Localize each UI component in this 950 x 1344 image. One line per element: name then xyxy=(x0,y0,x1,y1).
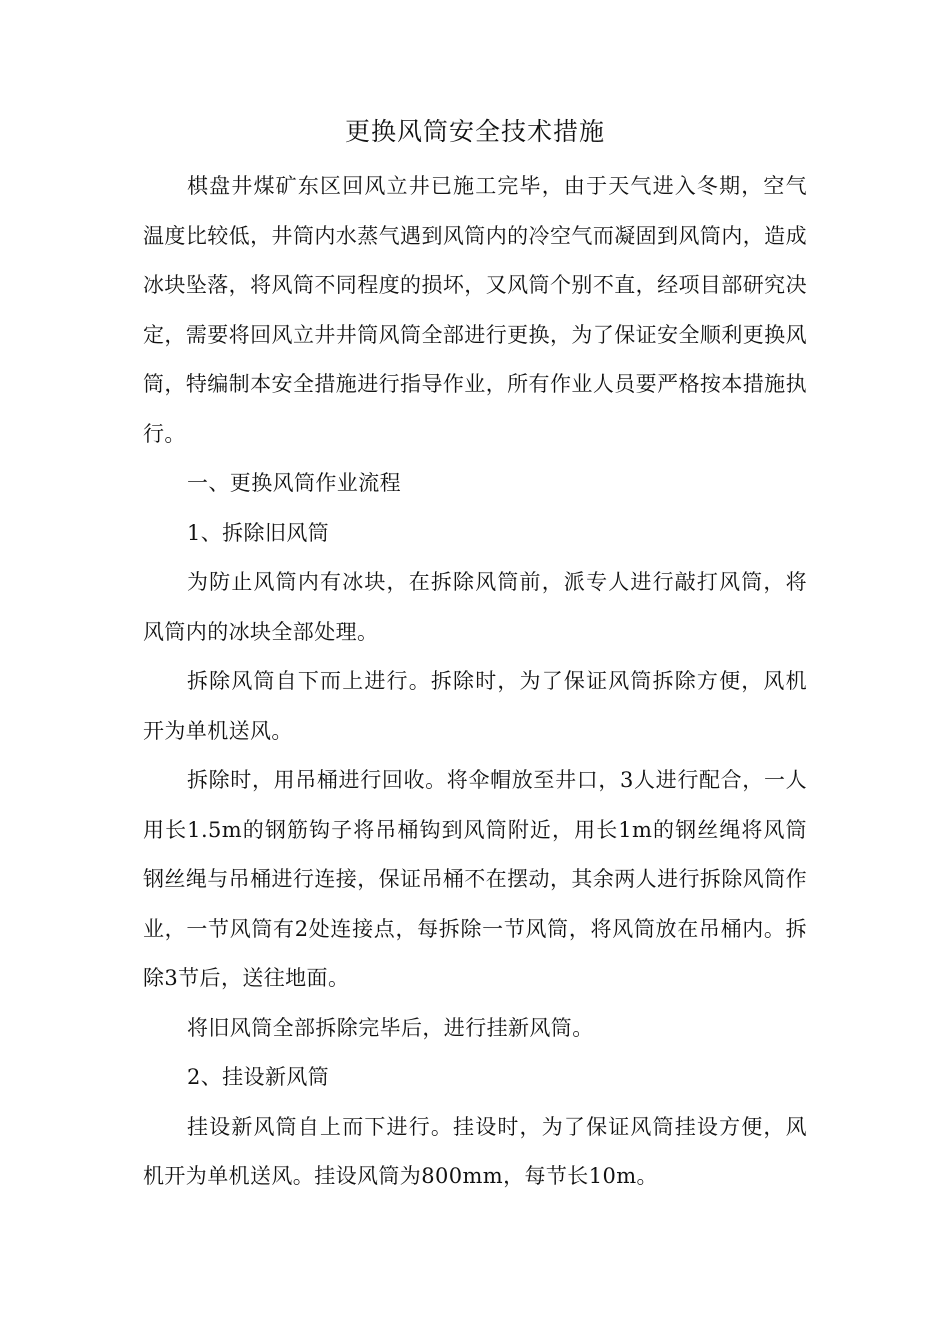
paragraph-removal-method: 拆除时，用吊桶进行回收。将伞帽放至井口，3人进行配合，一人用长1.5m的钢筋钩子将吊桶钩到风筒附近，用长1m的钢丝绳将风筒钢丝绳与吊桶进行连接，保证吊桶不在摆动，其余两人进行拆除风筒作业，一节风筒有2处连接点，每拆除一节风筒，将风筒放在吊桶内。拆除3节后，送往地面。 xyxy=(143,768,807,990)
paragraph-install-method: 挂设新风筒自上而下进行。挂设时，为了保证风筒挂设方便，风机开为单机送风。挂设风筒为800mm，每节长10m。 xyxy=(143,1114,807,1188)
document-title: 更换风筒安全技术措施 xyxy=(344,117,605,146)
document-body xyxy=(143,162,807,1202)
section-heading-workflow: 一、更换风筒作业流程 xyxy=(187,471,401,495)
paragraph-ice-removal: 为防止风筒内有冰块，在拆除风筒前，派专人进行敲打风筒，将风筒内的冰块全部处理。 xyxy=(143,570,807,644)
subsection-heading-install-new: 2、挂设新风筒 xyxy=(187,1065,330,1089)
paragraph-removal-order: 拆除风筒自下而上进行。拆除时，为了保证风筒拆除方便，风机开为单机送风。 xyxy=(143,669,807,743)
paragraph-intro: 棋盘井煤矿东区回风立井已施工完毕，由于天气进入冬期，空气温度比较低，井筒内水蒸气遇到风筒内的冷空气而凝固到风筒内，造成冰块坠落，将风筒不同程度的损坏，又风筒个别不直，经项目部研究决定，需要将回风立井井筒风筒全部进行更换，为了保证安全顺利更换风筒，特编制本安全措施进行指导作业，所有作业人员要严格按本措施执行。 xyxy=(143,174,807,446)
subsection-heading-remove-old: 1、拆除旧风筒 xyxy=(187,520,330,545)
paragraph-after-removal: 将旧风筒全部拆除完毕后，进行挂新风筒。 xyxy=(187,1015,594,1040)
